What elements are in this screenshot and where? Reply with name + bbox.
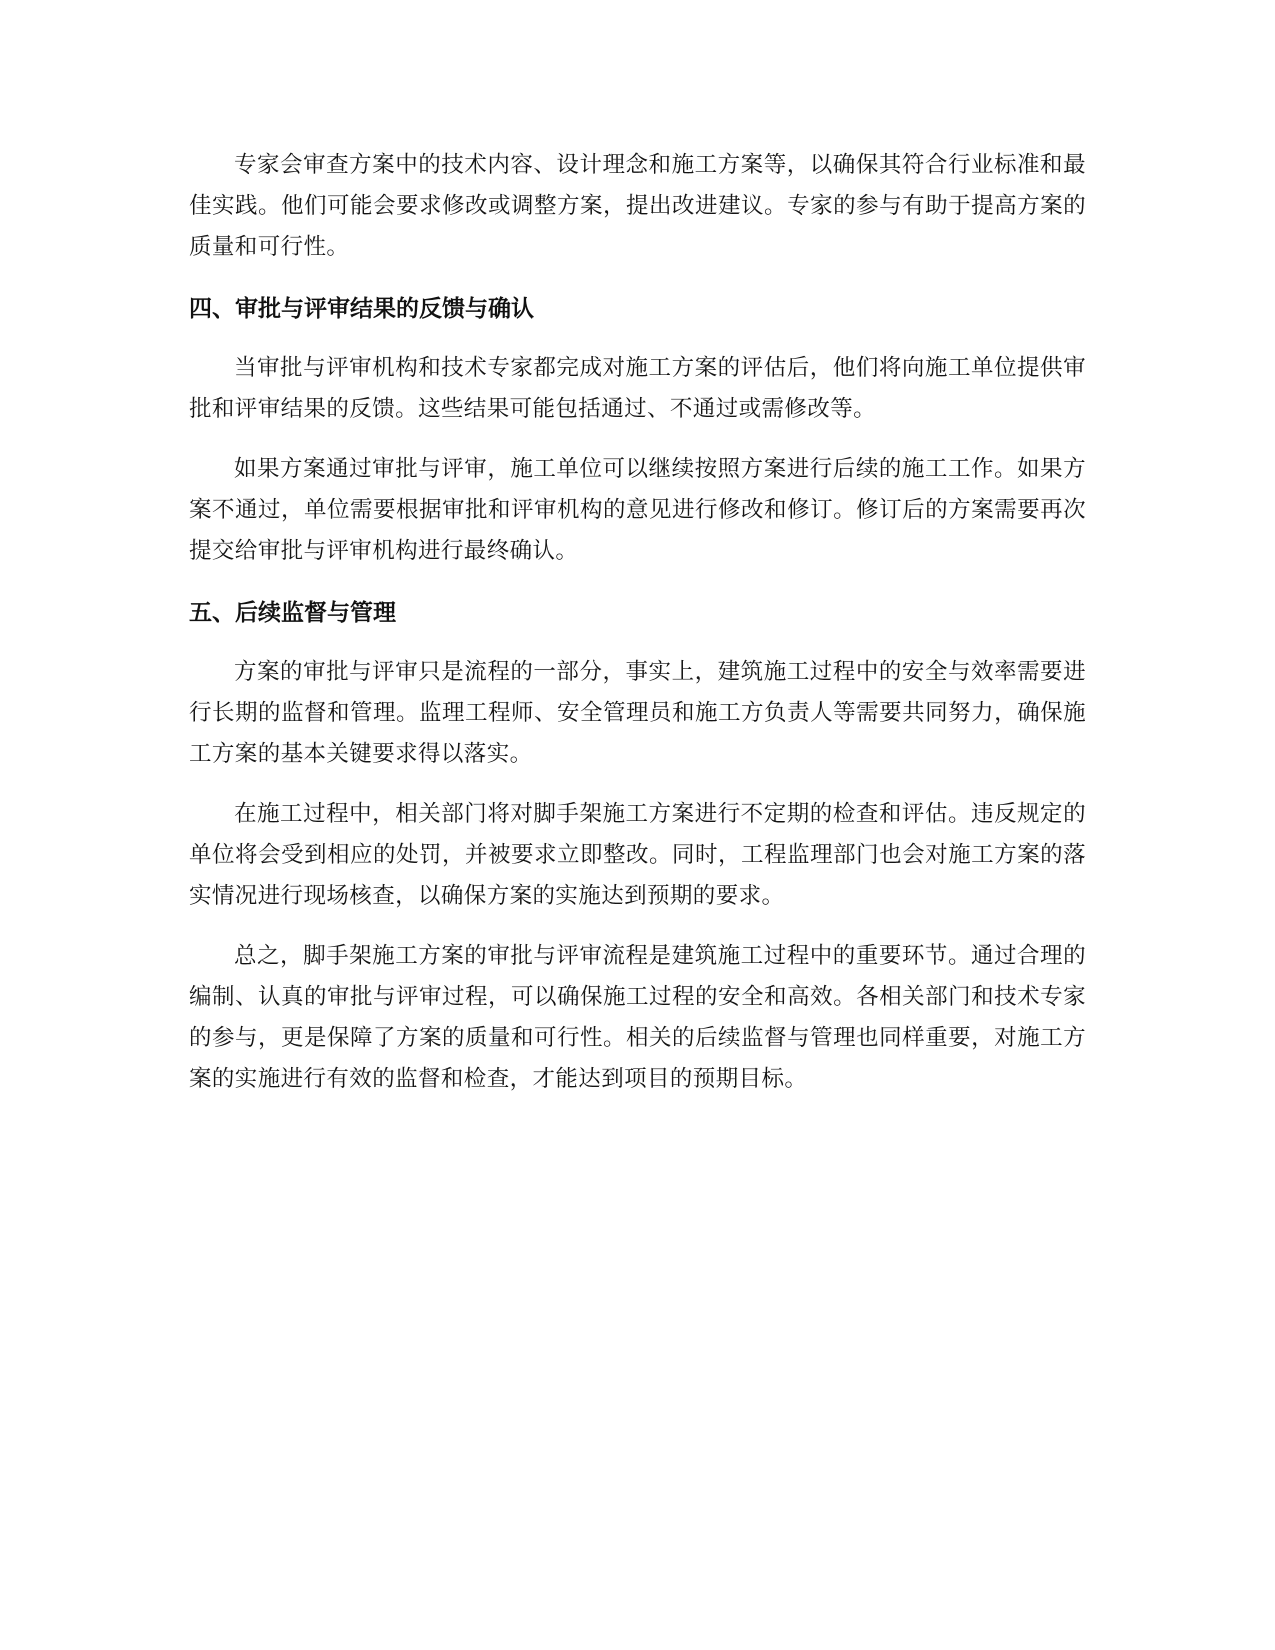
- section-heading-supervision-management: 五、后续监督与管理: [189, 600, 396, 626]
- paragraph-confirmation: 如果方案通过审批与评审，施工单位可以继续按照方案进行后续的施工工作。如果方案不通过，单位需要根据审批和评审机构的意见进行修改和修订。修订后的方案需要再次提交给审批与评审机构进行最终确认。: [189, 456, 1086, 564]
- paragraph-inspection: 在施工过程中，相关部门将对脚手架施工方案进行不定期的检查和评估。违反规定的单位将会受到相应的处罚，并被要求立即整改。同时，工程监理部门也会对施工方案的落实情况进行现场核查，以确保方案的实施达到预期的要求。: [189, 801, 1086, 909]
- document-body: [189, 145, 1086, 1119]
- paragraph-expert-review: 专家会审查方案中的技术内容、设计理念和施工方案等，以确保其符合行业标准和最佳实践。他们可能会要求修改或调整方案，提出改进建议。专家的参与有助于提高方案的质量和可行性。: [189, 152, 1086, 260]
- paragraph-feedback: 当审批与评审机构和技术专家都完成对施工方案的评估后，他们将向施工单位提供审批和评审结果的反馈。这些结果可能包括通过、不通过或需修改等。: [189, 355, 1086, 422]
- paragraph-conclusion: 总之，脚手架施工方案的审批与评审流程是建筑施工过程中的重要环节。通过合理的编制、认真的审批与评审过程，可以确保施工过程的安全和高效。各相关部门和技术专家的参与，更是保障了方案的质量和可行性。相关的后续监督与管理也同样重要，对施工方案的实施进行有效的监督和检查，才能达到项目的预期目标。: [189, 943, 1086, 1092]
- paragraph-long-term-supervision: 方案的审批与评审只是流程的一部分，事实上，建筑施工过程中的安全与效率需要进行长期的监督和管理。监理工程师、安全管理员和施工方负责人等需要共同努力，确保施工方案的基本关键要求得以落实。: [189, 659, 1086, 767]
- section-heading-feedback-confirmation: 四、审批与评审结果的反馈与确认: [189, 296, 534, 322]
